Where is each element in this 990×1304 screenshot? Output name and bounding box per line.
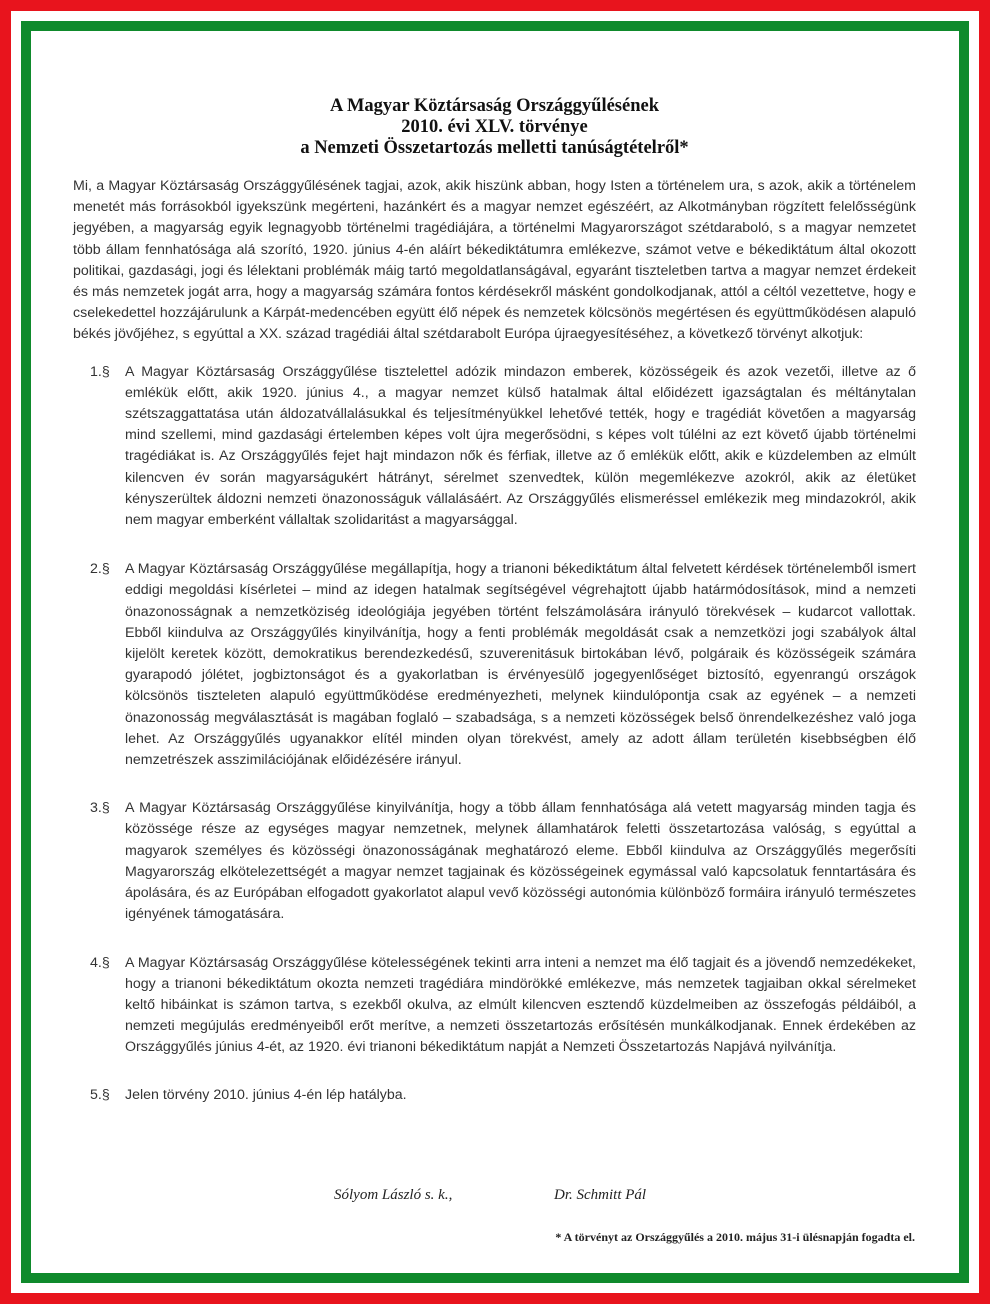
title-line-1: A Magyar Köztársaság Országgyűlésének <box>329 96 660 116</box>
title-line-3: a Nemzeti Összetartozás melletti tanúságtételről* <box>300 138 689 158</box>
title-line-2: 2010. évi XLV. törvénye <box>401 117 588 137</box>
section-number: 3.§ <box>90 800 110 817</box>
section-2 <box>90 559 916 771</box>
section-text: A Magyar Köztársaság Országgyűlése kötelességének tekinti arra inteni a nemzet ma élő tagjait és a jövendő nemzedékeket, hogy a trianoni békediktátum okozta nemzeti tragédiára mindörökké emlékezve, más nemzetek tagjaiban okkal sérelmeket keltő hibáinkat is számon tartva, s ezekből okulva, az elmúlt kilencven esztendő küzdelmeiben az összefogás példáiból, a nemzeti megújulás eredményeiből erőt merítve, a nemzeti összetartozás erősítésén munkálkodjanak. Ennek érdekében az Országgyűlés június 4-ét, az 1920. évi trianoni békediktátum napját a Nemzeti Összetartozás Napjává nyilvánítja. <box>125 954 916 1056</box>
section-number: 2.§ <box>90 561 110 578</box>
section-number: 1.§ <box>90 363 110 380</box>
section-5 <box>90 1085 916 1106</box>
preamble-paragraph: Mi, a Magyar Köztársaság Országgyűlésének tagjai, azok, akik hiszünk abban, hogy Isten a történelem ura, s azok, akik a történelem menetét más forrásokból igyekszünk megérteni, hazánkért és a magyar nemzet egészéért, az Alkotmányban rögzített felelősségünk jegyében, a magyarság egyik legnagyobb történelmi tragédiájára, a történelmi Magyarországot szétdaraboló, s a magyar nemzetet több állam fennhatósága alá szorító, 1920. június 4-én aláírt békediktátumra emlékezve, számot vetve e békediktátum által okozott politikai, gazdasági, jogi és lélektani problémák máig tartó megoldatlanságával, egyaránt tiszteletben tartva a magyar nemzet érdekeit és más nemzetek jogát arra, hogy a magyarság számára fontos kérdésekről másként gondolkodjanak, attól a céltól vezettetve, hogy e cselekedettel hozzájárulunk a Kárpát-medencében együtt élő népek és nemzetek kölcsönös megértésen és együttműködésen alapuló békés jövőjéhez, s egyúttal a XX. század tragédiái által szétdarabolt Európa újraegyesítéséhez, a következő törvényt alkotjuk: <box>73 178 916 343</box>
section-1 <box>90 362 916 532</box>
section-4 <box>90 953 916 1059</box>
section-number: 4.§ <box>90 954 110 971</box>
section-text: A Magyar Köztársaság Országgyűlése kinyilvánítja, hogy a több állam fennhatósága alá vetett magyarság minden tagja és közössége része az egységes magyar nemzetnek, melynek államhatárok feletti összetartozása valóság, s egyúttal a magyarok személyes és közösségi önazonosságának meghatározó eleme. Ebből kiindulva az Országgyűlés megerősíti Magyarország elkötelezettségét a magyar nemzet tagjainak és közösségeinek egymással való kapcsolatuk fenntartására és ápolására, és az Európában elfogadott gyakorlatot alapul vevő közösségi autonómia különböző formáira irányuló természetes igényének támogatására. <box>125 800 916 923</box>
section-text: A Magyar Köztársaság Országgyűlése tisztelettel adózik mindazon emberek, közösségeik és azok vezetői, illetve az ő emlékük előtt, akik 1920. június 4., a magyar nemzet külső hatalmak által előidézett igazságtalan és méltánytalan szétszaggattatása után áldozatvállalásukkal és teljesítményükkel lehetővé tették, hogy e tragédiát követően a magyarság mind szellemi, mind gazdasági értelemben képes volt újra megerősödni, s képes volt túlélni az ezt követő újabb történelmi tragédiákat is. Az Országgyűlés fejet hajt mindazon nők és férfiak, illetve az ő emlékük előtt, akik e küzdelemben az elmúlt kilencven év során magyarságukért hátrányt, sérelmet szenvedtek, külön megemlékezve azokról, akik az életüket kényszerültek áldozni nemzeti önazonosságuk vállalásáért. Az Országgyűlés elismeréssel emlékezik meg mindazokról, akik nem magyar emberként vállaltak szolidaritást a magyarsággal. <box>125 363 916 529</box>
section-text: Jelen törvény 2010. június 4-én lép hatályba. <box>125 1086 407 1103</box>
section-number: 5.§ <box>90 1086 110 1103</box>
document-title <box>73 96 916 159</box>
footnote: * A törvényt az Országgyűlés a 2010. május 31-i ülésnapján fogadta el. <box>555 1230 915 1244</box>
section-3 <box>90 798 916 925</box>
signature-speaker: Dr. Schmitt Pál <box>554 1187 647 1203</box>
section-text: A Magyar Köztársaság Országgyűlése megállapítja, hogy a trianoni békediktátum által felvetett kérdések történelemből ismert eddigi megoldási kísérletei – mind az idegen hatalmak segítségével végrehajtott újabb határmódosítások, mind a nemzeti önazonosságnak a nemzetköziség ideológiája jegyében történt felszámolására irányuló törekvések – kudarcot vallottak. Ebből kiindulva az Országgyűlés kinyilvánítja, hogy a fenti problémák megoldását csak a nemzetközi jogi szabályok által kijelölt keretek között, demokratikus berendezkedésű, szuverenitásuk birtokában lévő, polgáraik és közösségeik számára gyarapodó jólétet, jogbiztonságot és a gyakorlatban is érvényesülő jogegyenlőséget biztosító, egyenrangú országok kölcsönös tiszteleten alapuló együttműködése eredményezheti, melynek kiindulópontja csak az egyének – a nemzeti önazonosság megválasztását is magában foglaló – szabadsága, s a nemzeti közösségek belső önrendelkezéshez való joga lehet. Az Országgyűlés ugyanakkor elítél minden olyan törekvést, amely az adott állam területén kisebbségben élő nemzetrészek asszimilációjának előidézésére irányul. <box>125 561 916 769</box>
signature-president: Sólyom László s. k., <box>334 1187 453 1203</box>
signature-block <box>73 1187 916 1207</box>
law-document <box>73 96 916 1106</box>
